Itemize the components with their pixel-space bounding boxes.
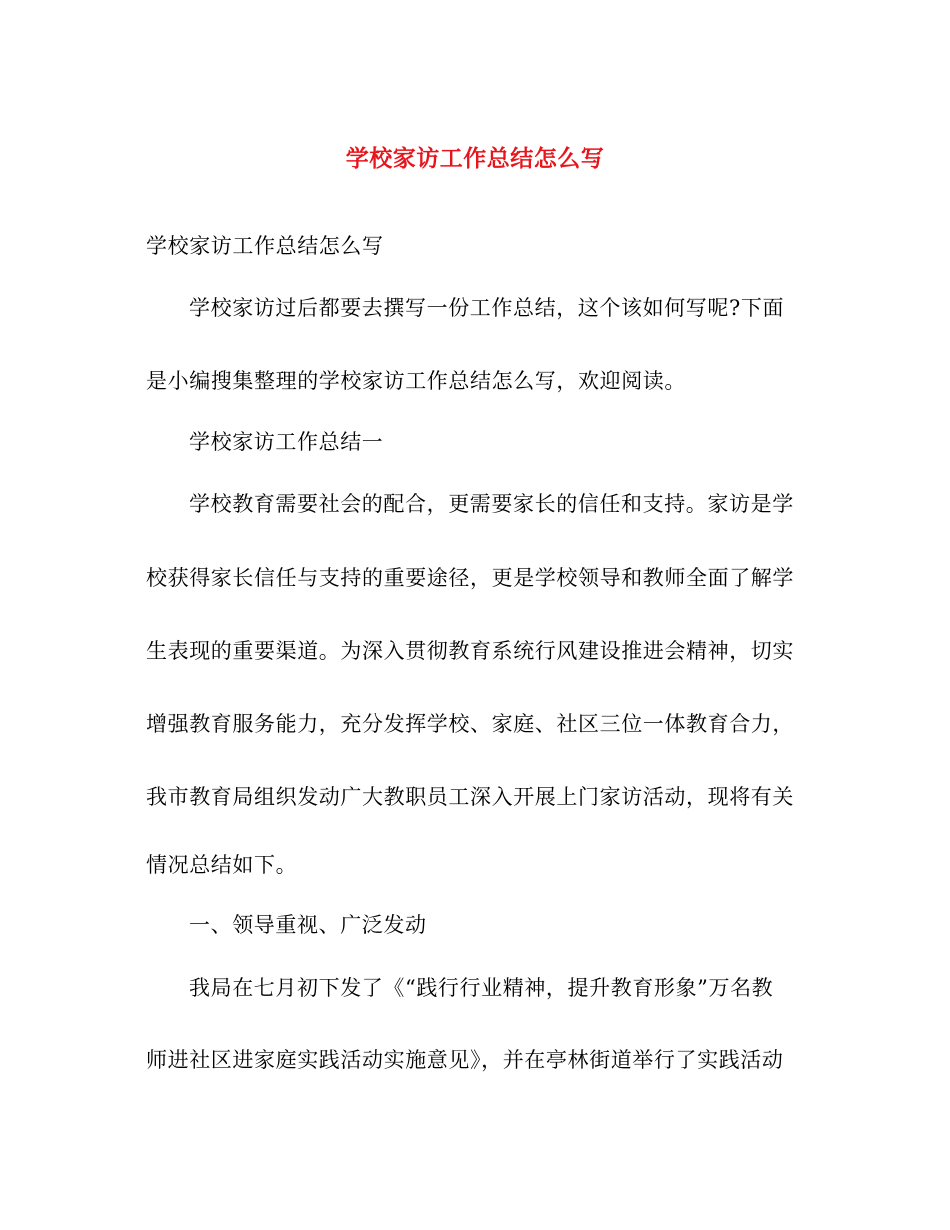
section-heading: 一、领导重视、广泛发动	[189, 913, 427, 937]
paragraph-line: 师进社区进家庭实践活动实施意见》，并在亭林街道举行了实践活动	[146, 1048, 784, 1072]
paragraph-line: 是小编搜集整理的学校家访工作总结怎么写，欢迎阅读。	[146, 369, 686, 393]
document-title: 学校家访工作总结怎么写	[345, 145, 605, 172]
paragraph-line: 学校教育需要社会的配合，更需要家长的信任和支持。家访是学	[189, 492, 794, 516]
paragraph-line: 校获得家长信任与支持的重要途径，更是学校领导和教师全面了解学	[146, 566, 794, 590]
subheading: 学校家访工作总结怎么写	[146, 234, 384, 258]
section-heading: 学校家访工作总结一	[189, 430, 384, 454]
paragraph-line: 增强教育服务能力，充分发挥学校、家庭、社区三位一体教育合力，	[146, 712, 794, 736]
paragraph-line: 生表现的重要渠道。为深入贯彻教育系统行风建设推进会精神，切实	[146, 639, 794, 663]
paragraph-line: 情况总结如下。	[146, 853, 298, 877]
paragraph-line: 学校家访过后都要去撰写一份工作总结，这个该如何写呢?下面	[189, 296, 785, 320]
paragraph-line: 我局在七月初下发了《“践行行业精神，提升教育形象”万名教	[189, 976, 774, 1000]
paragraph-line: 我市教育局组织发动广大教职员工深入开展上门家访活动，现将有关	[146, 785, 794, 809]
